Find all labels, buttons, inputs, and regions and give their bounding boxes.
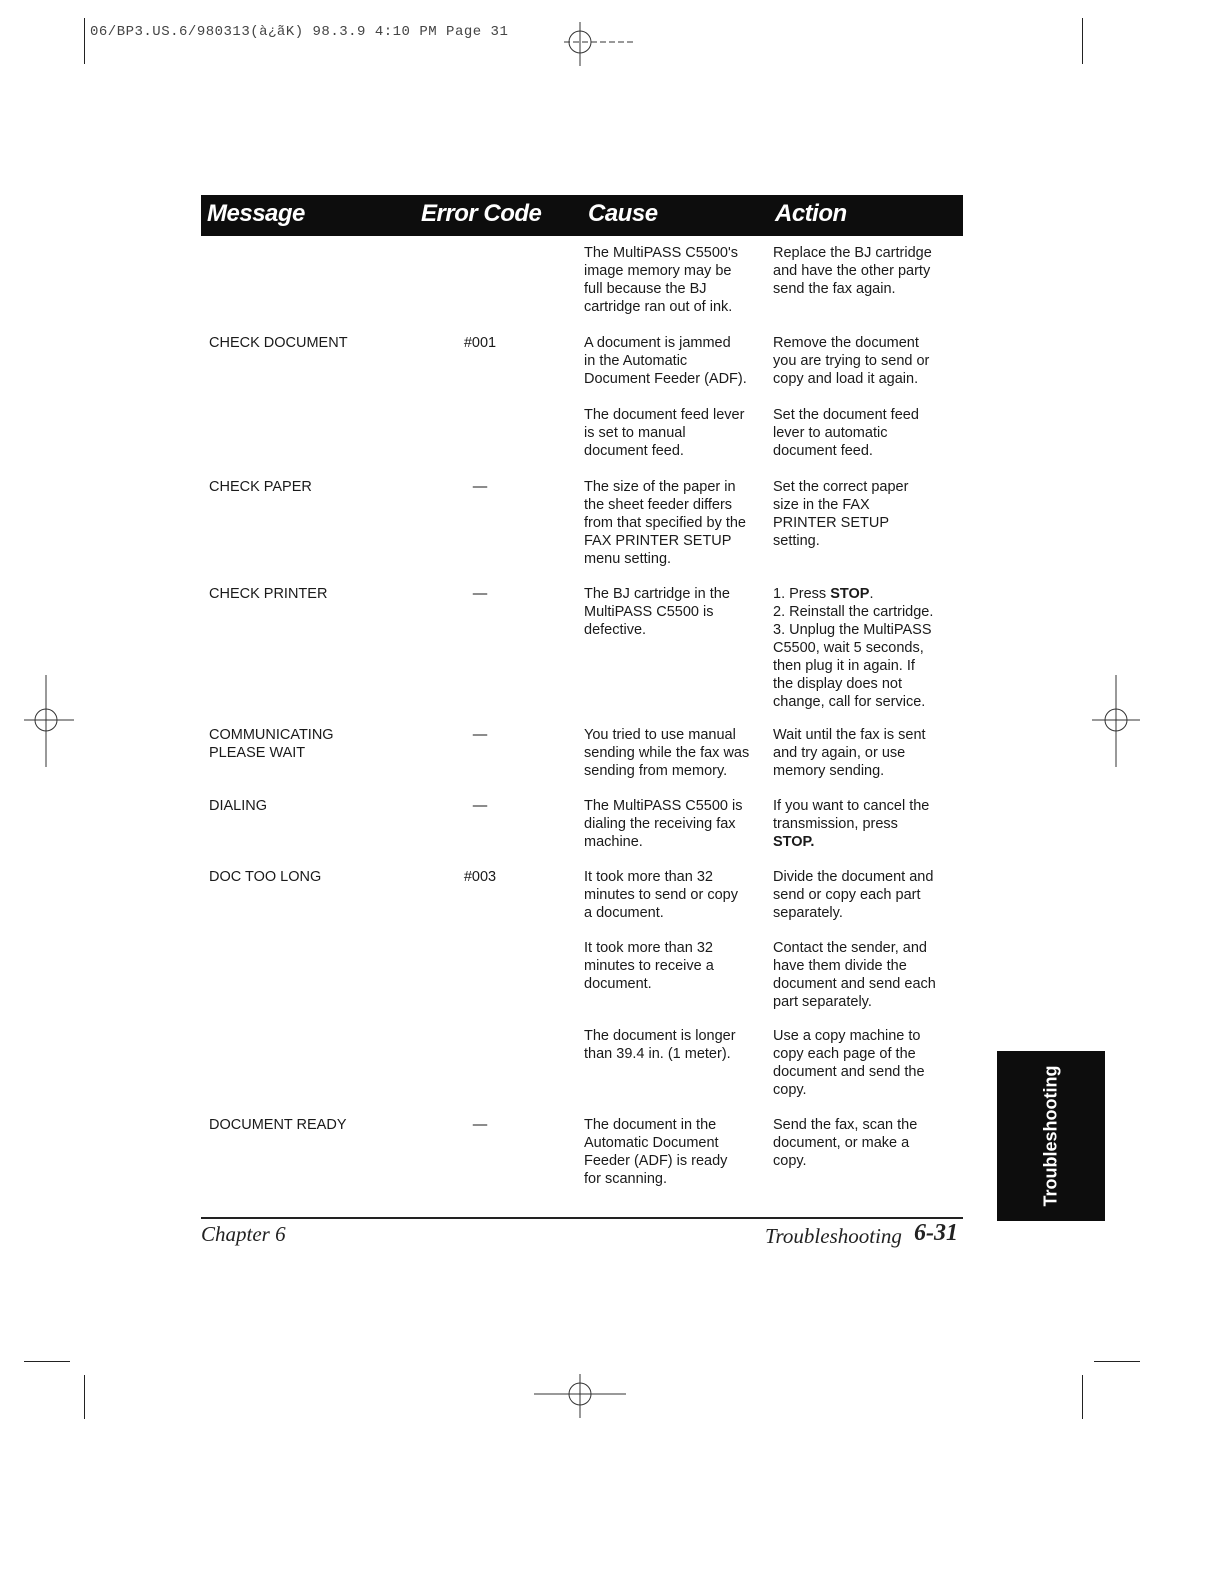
row-9-cause: The document is longer than 39.4 in. (1 meter).	[584, 1028, 736, 1062]
row-4-action-step1: 1. Press STOP.	[773, 586, 874, 602]
row-10-cause: The document in the Automatic Document Feeder (ADF) is ready for scanning.	[584, 1117, 728, 1187]
header-cause: Cause	[588, 200, 658, 227]
row-6-code: —	[472, 798, 488, 814]
registration-mark-left	[24, 675, 76, 770]
footer-section: Troubleshooting	[765, 1224, 902, 1248]
row-3-code: —	[472, 479, 488, 495]
registration-mark-bottom	[530, 1372, 630, 1420]
registration-mark-top	[560, 20, 640, 68]
row-4-action: 2. Reinstall the cartridge. 3. Unplug the MultiPASS C5500, wait 5 seconds, then plug it in again. If the display does not change, call for service.	[773, 604, 934, 710]
registration-mark-right	[1090, 675, 1142, 770]
row-1-cause: A document is jammed in the Automatic Document Feeder (ADF).	[584, 335, 747, 387]
row-2-cause: The document feed lever is set to manual document feed.	[584, 407, 745, 459]
row-8-cause: It took more than 32 minutes to receive a document.	[584, 940, 714, 992]
row-1-action: Remove the document you are trying to send or copy and load it again.	[773, 335, 930, 387]
row-3-message: CHECK PAPER	[209, 479, 312, 495]
row-8-action: Contact the sender, and have them divide the document and send each part separately.	[773, 940, 936, 1010]
header-action: Action	[775, 200, 847, 227]
row-3-action: Set the correct paper size in the FAX PRINTER SETUP setting.	[773, 479, 909, 549]
row-7-action: Divide the document and send or copy each part separately.	[773, 869, 934, 921]
row-10-code: —	[472, 1117, 488, 1133]
row-10-message: DOCUMENT READY	[209, 1117, 347, 1133]
row-6-action-stop: STOP.	[773, 834, 815, 850]
row-6-action: If you want to cancel the transmission, press	[773, 798, 930, 832]
row-6-message: DIALING	[209, 798, 268, 814]
footer-page-number: 6-31	[914, 1220, 958, 1246]
crop-mark-top-right	[1082, 18, 1083, 64]
row-0-cause: The MultiPASS C5500's image memory may be full because the BJ cartridge ran out of ink.	[584, 245, 739, 315]
row-9-action: Use a copy machine to copy each page of the document and send the copy.	[773, 1028, 925, 1098]
side-tab-label: Troubleshooting	[1040, 1065, 1061, 1207]
row-4-cause: The BJ cartridge in the MultiPASS C5500 is defective.	[584, 586, 730, 638]
row-2-action: Set the document feed lever to automatic document feed.	[773, 407, 919, 459]
crop-mark-bottom-right-h	[1094, 1361, 1140, 1362]
row-4-code: —	[472, 586, 488, 602]
row-5-message: COMMUNICATING PLEASE WAIT	[209, 727, 334, 761]
row-5-action: Wait until the fax is sent and try again, or use memory sending.	[773, 727, 926, 779]
print-header: 06/BP3.US.6/980313(à¿ãK) 98.3.9 4:10 PM Page 31	[90, 24, 509, 40]
row-7-code: #003	[463, 869, 497, 885]
crop-mark-bottom-right	[1082, 1375, 1083, 1419]
row-1-message: CHECK DOCUMENT	[209, 335, 348, 351]
crop-mark-bottom-left-h	[24, 1361, 70, 1362]
crop-mark-top-left	[84, 18, 85, 64]
row-6-cause: The MultiPASS C5500 is dialing the receiving fax machine.	[584, 798, 743, 850]
table-header	[201, 195, 963, 236]
row-3-cause: The size of the paper in the sheet feeder differs from that specified by the FAX PRINTER SETUP menu setting.	[584, 479, 746, 567]
row-10-action: Send the fax, scan the document, or make a copy.	[773, 1117, 918, 1169]
row-1-code: #001	[463, 335, 497, 351]
row-4-message: CHECK PRINTER	[209, 586, 328, 602]
row-7-cause: It took more than 32 minutes to send or copy a document.	[584, 869, 738, 921]
header-error-code: Error Code	[421, 200, 542, 227]
footer-chapter: Chapter 6	[201, 1222, 286, 1246]
row-7-message: DOC TOO LONG	[209, 869, 322, 885]
footer-rule	[201, 1217, 963, 1219]
row-5-cause: You tried to use manual sending while the fax was sending from memory.	[584, 727, 750, 779]
section-side-tab	[997, 1051, 1105, 1221]
row-5-code: —	[472, 727, 488, 743]
row-0-action: Replace the BJ cartridge and have the other party send the fax again.	[773, 245, 932, 297]
crop-mark-bottom-left	[84, 1375, 85, 1419]
header-message: Message	[207, 200, 305, 227]
